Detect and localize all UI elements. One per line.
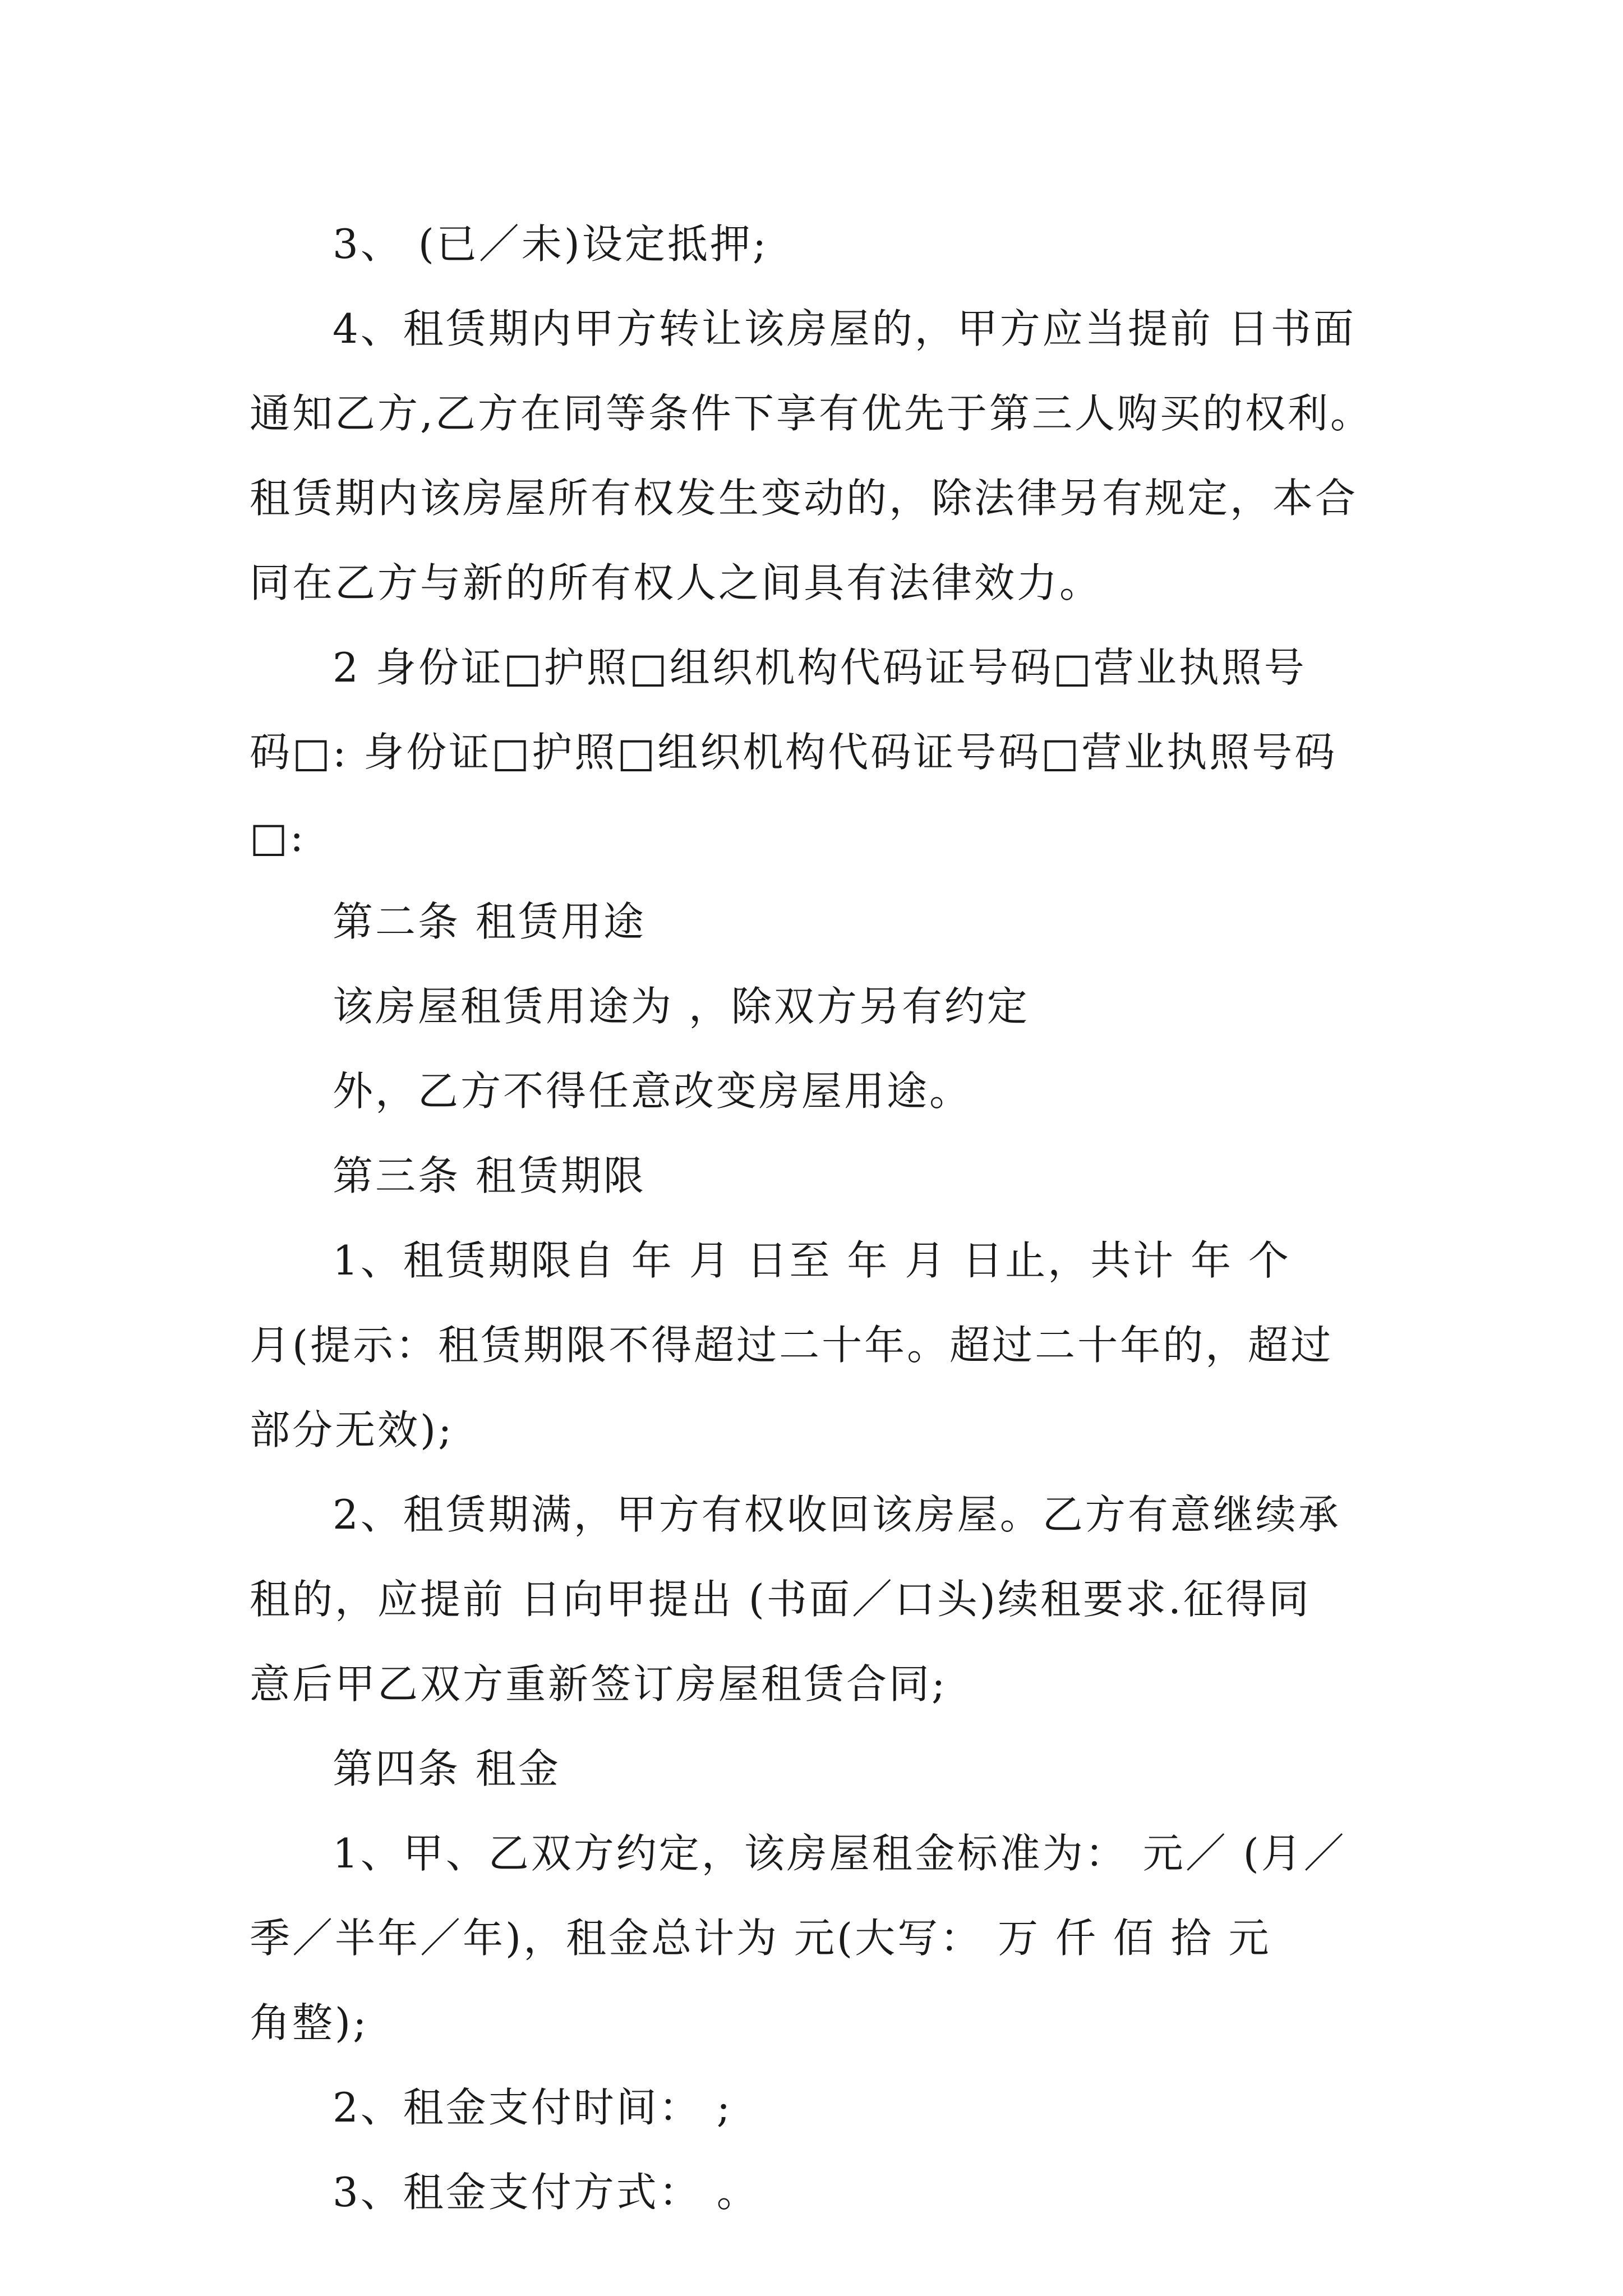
text-line: □: (250, 813, 306, 861)
contract-text (250, 202, 1388, 2235)
text-line: 1、租赁期限自 年 月 日至 年 月 日止，共计 年 个 (333, 1237, 1291, 1284)
text-line: 2、租赁期满，甲方有权收回该房屋。乙方有意继续承 (333, 1491, 1341, 1538)
text-line: 通知乙方,乙方在同等条件下享有优先于第三人购买的权利。 (250, 390, 1373, 437)
text-line: 3、租金支付方式： 。 (333, 2169, 759, 2216)
section-heading: 第四条 租金 (333, 1745, 561, 1792)
text-line: 2、租金支付时间： ; (333, 2084, 732, 2131)
text-line: 1、甲、乙双方约定，该房屋租金标准为： 元／ (月／ (333, 1830, 1347, 1877)
text-line: 4、租赁期内甲方转让该房屋的，甲方应当提前 日书面 (333, 305, 1356, 352)
text-line: 角整); (250, 1999, 369, 2046)
section-heading: 第三条 租赁期限 (333, 1152, 646, 1199)
text-line: 码□: 身份证□护照□组织机构代码证号码□营业执照号码 (250, 729, 1338, 776)
text-line: 同在乙方与新的所有权人之间具有法律效力。 (250, 559, 1103, 606)
text-line: 该房屋租赁用途为 ，除双方另有约定 (333, 983, 1030, 1030)
text-line: 意后甲乙双方重新签订房屋租赁合同; (250, 1660, 948, 1708)
text-line: 2 身份证□护照□组织机构代码证号码□营业执照号 (333, 644, 1307, 691)
text-line: 外，乙方不得任意改变房屋用途。 (333, 1068, 972, 1115)
text-line: 租的，应提前 日向甲提出 (书面／口头)续租要求.征得同 (250, 1576, 1311, 1623)
text-line: 季／半年／年)，租金总计为 元(大写： 万 仟 佰 拾 元 (250, 1915, 1271, 1962)
section-heading: 第二条 租赁用途 (333, 898, 646, 945)
text-line: 月(提示：租赁期限不得超过二十年。超过二十年的，超过 (250, 1322, 1334, 1369)
text-line: 3、 (已／未)设定抵押; (333, 220, 769, 268)
text-line: 部分无效); (250, 1406, 454, 1453)
text-line: 租赁期内该房屋所有权发生变动的，除法律另有规定，本合 (250, 475, 1358, 522)
